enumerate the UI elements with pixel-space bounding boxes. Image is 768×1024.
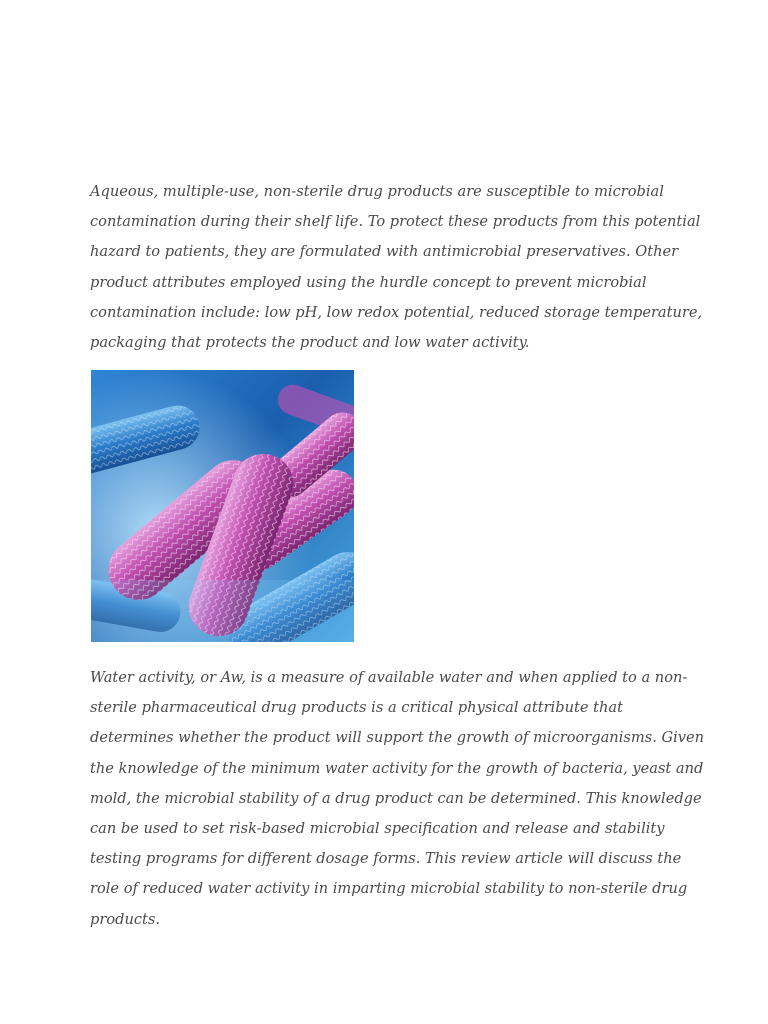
paragraph-line: contamination include: low pH, low redox potential, reduced storage temperature, [90, 303, 703, 321]
paragraph-line: can be used to set risk-based microbial specification and release and stability [90, 820, 665, 838]
paragraph-line: products. [90, 910, 161, 928]
paragraph-line: testing programs for different dosage forms. This review article will discuss the [90, 850, 682, 868]
paragraph-line: Water activity, or Aw, is a measure of available water and when applied to a non- [90, 669, 688, 686]
water-activity-paragraph [90, 663, 705, 935]
paragraph-line: mold, the microbial stability of a drug product can be determined. This knowledge [90, 789, 702, 807]
paragraph-line: the knowledge of the minimum water activity for the growth of bacteria, yeast and [90, 759, 704, 777]
paragraph-line: role of reduced water activity in imparting microbial stability to non-sterile drug [90, 880, 688, 898]
paragraph-line: sterile pharmaceutical drug products is a critical physical attribute that [90, 699, 623, 717]
paragraph-line: packaging that protects the product and low water activity. [90, 334, 530, 352]
intro-paragraph [90, 177, 703, 358]
paragraph-line: determines whether the product will support the growth of microorganisms. Given [90, 729, 705, 747]
bacteria-illustration [91, 370, 354, 642]
paragraph-line: Aqueous, multiple-use, non-sterile drug products are susceptible to microbial [90, 183, 664, 200]
paragraph-line: product attributes employed using the hurdle concept to prevent microbial [90, 273, 647, 291]
bacteria-illustration-svg [91, 370, 354, 642]
paragraph-line: contamination during their shelf life. To protect these products from this potential [90, 213, 701, 231]
paragraph-line: hazard to patients, they are formulated with antimicrobial preservatives. Other [90, 243, 679, 261]
